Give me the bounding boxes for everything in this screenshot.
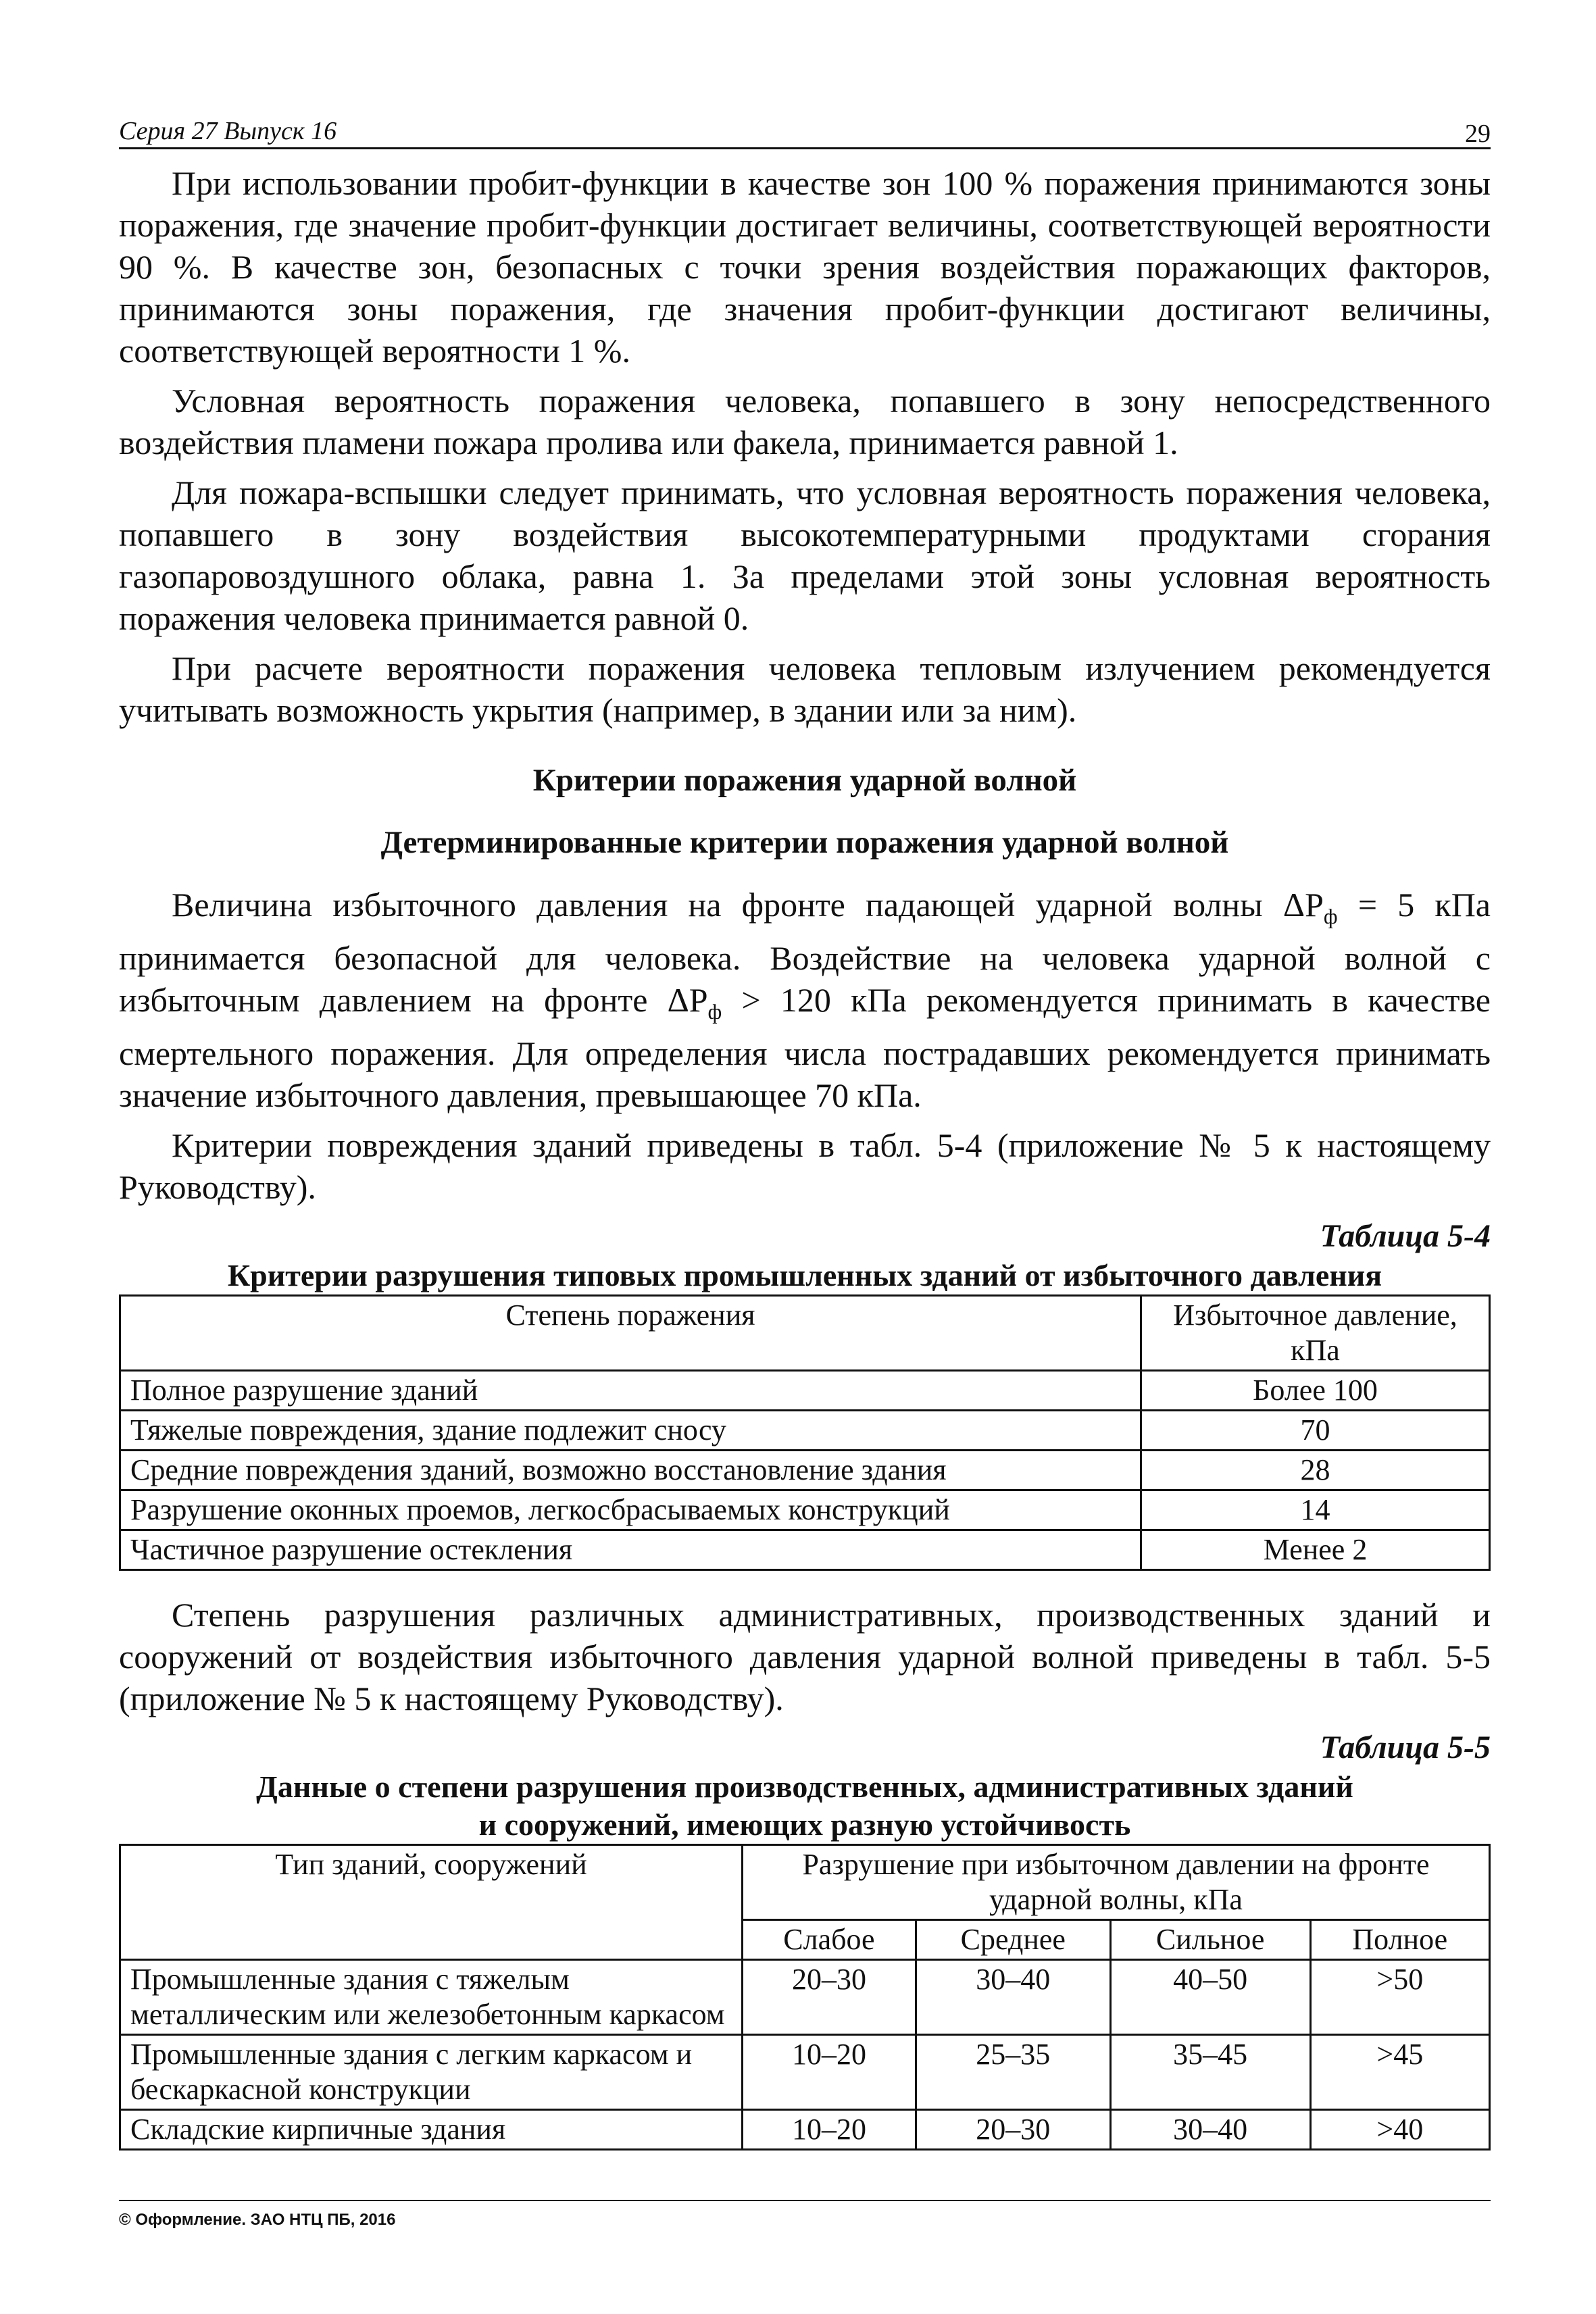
table-row: [120, 2110, 1490, 2150]
table-cell: Частичное разрушение остекления: [120, 1530, 1141, 1570]
table-cell: 40–50: [1110, 1960, 1310, 2035]
table-cell: 25–35: [916, 2035, 1110, 2110]
table-row: [120, 1411, 1490, 1451]
table-row: [120, 1530, 1490, 1570]
table-header-row: [120, 1845, 1490, 1920]
table-cell: 28: [1141, 1451, 1490, 1490]
table-header-cell: Сильное: [1110, 1920, 1310, 1960]
section-title: Критерии поражения ударной волной: [532, 763, 1077, 798]
table-header-cell: Тип зданий, сооружений: [120, 1845, 743, 1960]
paragraph: Критерии повреждения зданий приведены в табл. 5-4 (приложение № 5 к настоящему Руководству).: [119, 1126, 1491, 1206]
table-cell: >40: [1310, 2110, 1489, 2150]
table-cell: 30–40: [1110, 2110, 1310, 2150]
table-cell: >45: [1310, 2035, 1489, 2110]
table-row: [120, 2035, 1490, 2110]
table-cell: >50: [1310, 1960, 1489, 2035]
page-number: 29: [1465, 120, 1491, 148]
page-body: [119, 162, 1491, 2150]
table-title: и сооружений, имеющих разную устойчивость: [478, 1807, 1131, 1842]
table-cell: Промышленные здания с легким каркасом и бескаркасной конструкции: [120, 2035, 743, 2110]
paragraph: Условная вероятность поражения человека, попавшего в зону непосредственного воздействия пламени пожара пролива или факела, принимается равной 1.: [119, 382, 1491, 461]
table-caption: Таблица 5-4: [1320, 1218, 1491, 1254]
paragraph: При использовании пробит-функции в качестве зон 100 % поражения принимаются зоны поражения, где значение пробит-функции достигает величины, соответствующей вероятности 90 %. В качестве зон, безопасных с точки зрения воздействия поражающих факторов, принимаются зоны поражения, где значения пробит-функции достигают величины, соответствующей вероятности 1 %.: [119, 164, 1491, 370]
table-cell: Промышленные здания с тяжелым металлическим или железобетонным каркасом: [120, 1960, 743, 2035]
table-row: [120, 1490, 1490, 1530]
footer-divider: [119, 2200, 1491, 2201]
footer-copyright: © Оформление. ЗАО НТЦ ПБ, 2016: [119, 2211, 396, 2229]
table-cell: 20–30: [743, 1960, 916, 2035]
table-header-cell: Полное: [1310, 1920, 1489, 1960]
table-row: [120, 1371, 1490, 1411]
table-5-5: [119, 1844, 1491, 2150]
paragraph: При расчете вероятности поражения человека тепловым излучением рекомендуется учитывать возможность укрытия (например, в здании или за ним).: [119, 649, 1491, 729]
table-cell: Более 100: [1141, 1371, 1490, 1411]
table-header-cell: Разрушение при избыточном давлении на фронте ударной волны, кПа: [743, 1845, 1490, 1920]
table-title: Критерии разрушения типовых промышленных зданий от избыточного давления: [227, 1258, 1382, 1292]
table-header-row: [120, 1296, 1490, 1371]
table-cell: Разрушение оконных проемов, легкосбрасываемых конструкций: [120, 1490, 1141, 1530]
running-header: [119, 115, 1491, 149]
table-row: [120, 1451, 1490, 1490]
table-cell: Складские кирпичные здания: [120, 2110, 743, 2150]
table-cell: Полное разрушение зданий: [120, 1371, 1141, 1411]
subsection-title: Детерминированные критерии поражения ударной волной: [380, 825, 1229, 860]
table-header-cell: Степень поражения: [120, 1296, 1141, 1371]
table-cell: 35–45: [1110, 2035, 1310, 2110]
table-cell: 70: [1141, 1411, 1490, 1451]
table-title: Данные о степени разрушения производственных, административных зданий: [256, 1769, 1353, 1804]
series-label: Серия 27 Выпуск 16: [119, 117, 337, 145]
table-cell: 14: [1141, 1490, 1490, 1530]
table-cell: 20–30: [916, 2110, 1110, 2150]
document-page: [119, 0, 1491, 2314]
table-cell: Менее 2: [1141, 1530, 1490, 1570]
table-cell: Средние повреждения зданий, возможно восстановление здания: [120, 1451, 1141, 1490]
paragraph: Для пожара-вспышки следует принимать, что условная вероятность поражения человека, попавшего в зону воздействия высокотемпературными продуктами сгорания газопаровоздушного облака, равна 1. За пределами этой зоны условная вероятность поражения человека принимается равной 0.: [119, 474, 1491, 637]
table-row: [120, 1960, 1490, 2035]
table-5-4: [119, 1294, 1491, 1571]
table-caption: Таблица 5-5: [1320, 1730, 1491, 1765]
table-cell: 10–20: [743, 2110, 916, 2150]
paragraph-pressure: Величина избыточного давления на фронте падающей ударной волны $\Delta P_ф = 5$ кПа принимается безопасной для человека. Воздействие на человека ударной волной с избыточным давлением на фронте $\Delta P_ф > 120$ кПа рекомендуется принимать в качестве смертельного поражения. Для определения числа пострадавших рекомендуется принимать значение избыточного давления, превышающее 70 кПа.: [119, 886, 1491, 1114]
table-cell: 30–40: [916, 1960, 1110, 2035]
paragraph: Степень разрушения различных административных, производственных зданий и сооружений от воздействия избыточного давления ударной волной приведены в табл. 5-5 (приложение № 5 к настоящему Руководству).: [119, 1596, 1491, 1717]
table-cell: 10–20: [743, 2035, 916, 2110]
table-header-cell: Слабое: [743, 1920, 916, 1960]
table-header-cell: Избыточное давление, кПа: [1141, 1296, 1490, 1371]
table-cell: Тяжелые повреждения, здание подлежит сносу: [120, 1411, 1141, 1451]
table-header-cell: Среднее: [916, 1920, 1110, 1960]
